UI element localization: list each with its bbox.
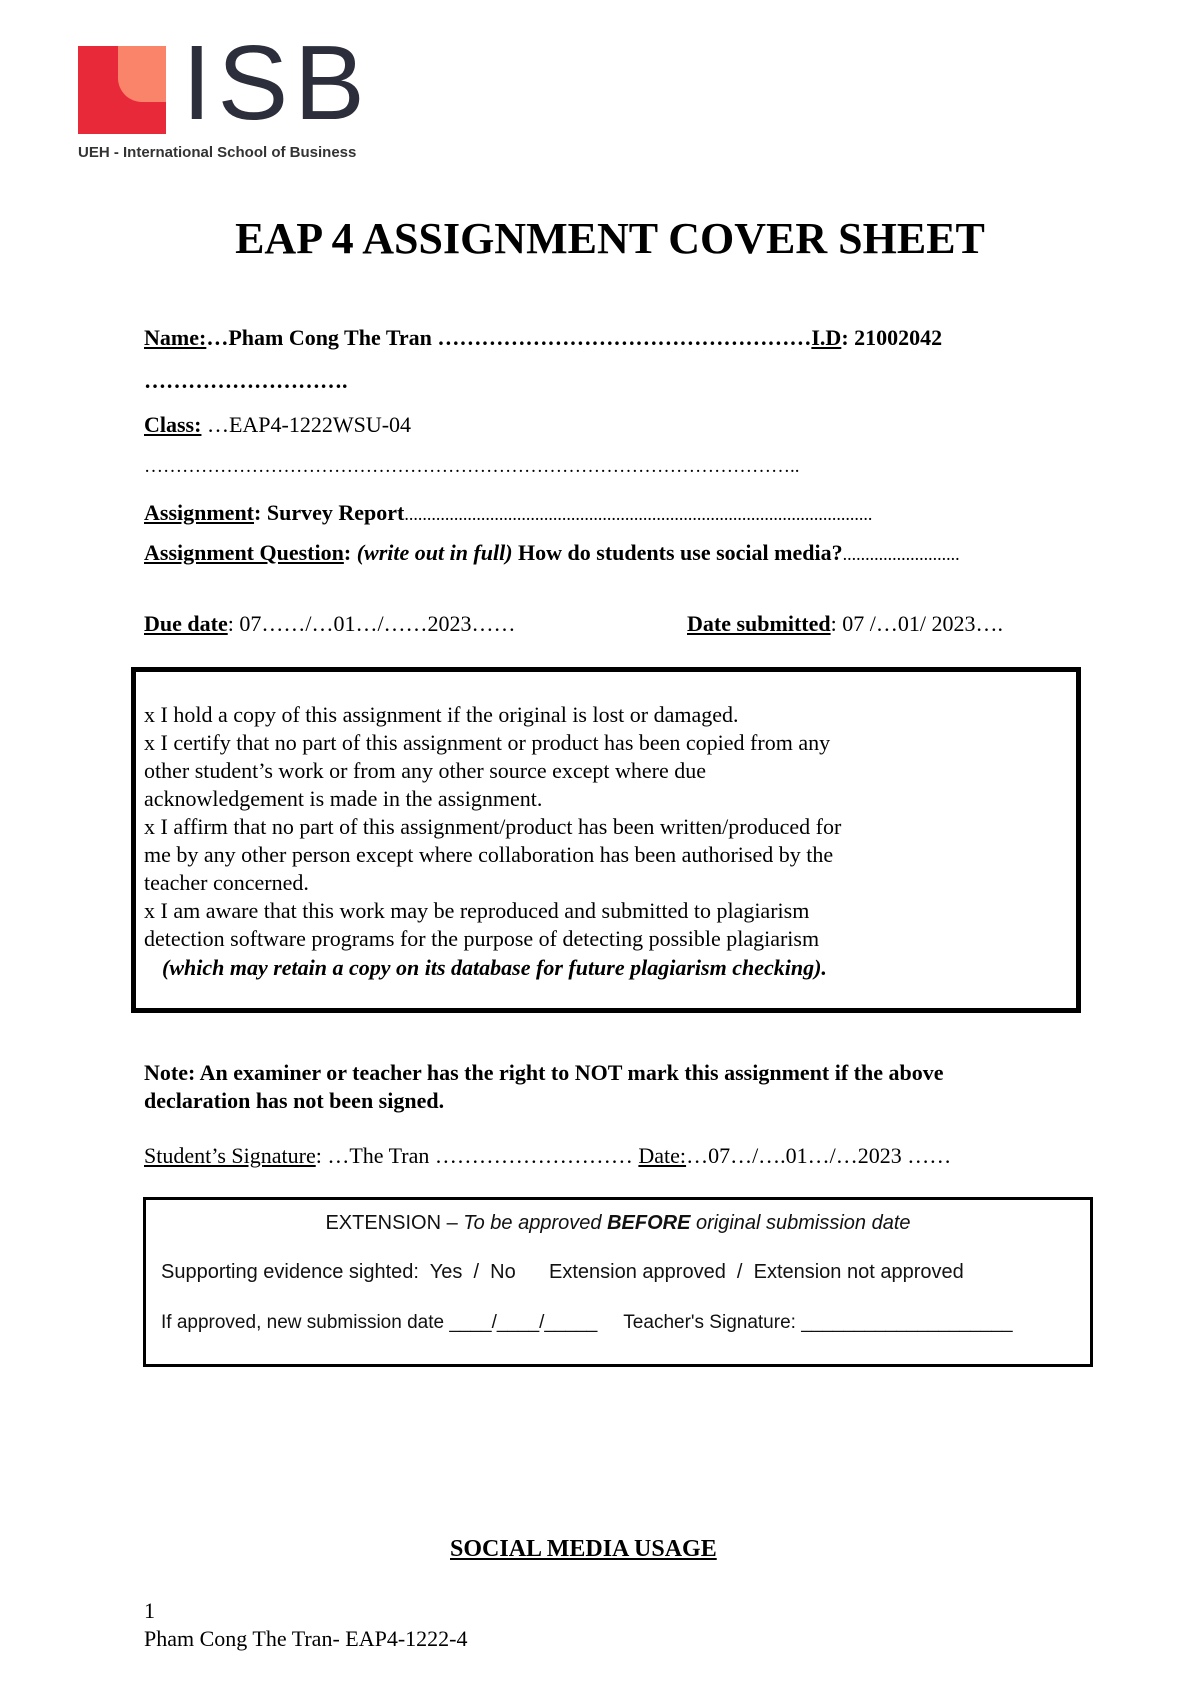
date-submitted-line <box>687 611 1003 637</box>
question-label: Assignment Question <box>144 540 344 565</box>
question-hint: (write out in full) <box>356 540 513 565</box>
declaration-line: me by any other person except where collaboration has been authorised by the <box>144 842 834 867</box>
note-line-2: declaration has not been signed. <box>144 1088 445 1113</box>
id-label: I.D <box>811 325 842 350</box>
footer-text: Pham Cong The Tran- EAP4-1222-4 <box>144 1626 468 1651</box>
signature-date-value: …07…/….01…/…2023 …… <box>686 1143 952 1168</box>
declaration-line: other student’s work or from any other source except where due <box>144 758 707 783</box>
class-continuation: ………………………………………………………………………………………….. <box>144 456 800 477</box>
declaration-last-line: (which may retain a copy on its database for future plagiarism checking). <box>162 955 827 980</box>
extension-title <box>146 1212 1090 1235</box>
id-value: : 21002042 <box>841 325 943 350</box>
assignment-line <box>144 500 872 526</box>
assignment-dots: ........................................................................................................ <box>404 504 873 524</box>
class-value: …EAP4-1222WSU-04 <box>201 412 412 437</box>
section-heading: SOCIAL MEDIA USAGE <box>450 1536 717 1562</box>
question-value: How do students use social media? <box>512 540 843 565</box>
extension-title-suffix: original submission date <box>690 1212 911 1234</box>
name-label: Name: <box>144 325 207 350</box>
note-line-1: Note: An examiner or teacher has the right to NOT mark this assignment if the above <box>144 1060 944 1085</box>
page-title: EAP 4 ASSIGNMENT COVER SHEET <box>235 214 985 263</box>
due-date-label: Due date <box>144 611 228 636</box>
date-submitted-value: : 07 /…01/ 2023…. <box>830 611 1003 636</box>
question-colon: : <box>343 540 357 565</box>
due-date-value: : 07……/…01…/……2023…… <box>227 611 516 636</box>
declaration-line: x I am aware that this work may be reproduced and submitted to plagiarism <box>144 898 810 923</box>
class-line <box>144 412 411 438</box>
logo-wordmark: ISB <box>182 24 371 142</box>
extension-title-bold: BEFORE <box>607 1212 691 1234</box>
signature-label: Student’s Signature <box>144 1143 316 1168</box>
declaration-line: x I affirm that no part of this assignment/product has been written/produced for <box>144 814 842 839</box>
declaration-line: x I certify that no part of this assignment or product has been copied from any <box>144 730 831 755</box>
isb-logo-mark-icon <box>78 46 166 134</box>
extension-title-italic: To be approved <box>463 1212 608 1234</box>
page-number: 1 <box>144 1598 155 1623</box>
name-continuation: ………………………. <box>144 368 348 393</box>
assignment-label: Assignment <box>144 500 255 525</box>
declaration-line: teacher concerned. <box>144 870 309 895</box>
isb-logo <box>78 24 371 164</box>
name-value: …Pham Cong The Tran …………………………………………… <box>206 325 812 350</box>
extension-title-prefix: EXTENSION – <box>325 1212 464 1234</box>
declaration-line: x I hold a copy of this assignment if the original is lost or damaged. <box>144 702 739 727</box>
extension-new-date-line: If approved, new submission date ____/____/_____ Teacher's Signature: ____________________ <box>161 1312 1013 1333</box>
question-dots: .......................... <box>842 544 960 564</box>
extension-evidence-line: Supporting evidence sighted: Yes / No Extension approved / Extension not approved <box>161 1261 964 1283</box>
declaration-line: detection software programs for the purpose of detecting possible plagiarism <box>144 926 820 951</box>
extension-box <box>143 1197 1093 1367</box>
question-line <box>144 540 960 566</box>
class-label: Class: <box>144 412 202 437</box>
signature-date-label: Date: <box>638 1143 687 1168</box>
logo-subtitle: UEH - International School of Business <box>78 144 357 161</box>
name-line <box>144 325 942 351</box>
signature-line <box>144 1143 951 1169</box>
date-submitted-label: Date submitted <box>687 611 831 636</box>
assignment-value: : Survey Report <box>254 500 405 525</box>
signature-value: : …The Tran ……………………… <box>315 1143 639 1168</box>
declaration-line: acknowledgement is made in the assignment. <box>144 786 543 811</box>
due-date-line <box>144 611 516 637</box>
